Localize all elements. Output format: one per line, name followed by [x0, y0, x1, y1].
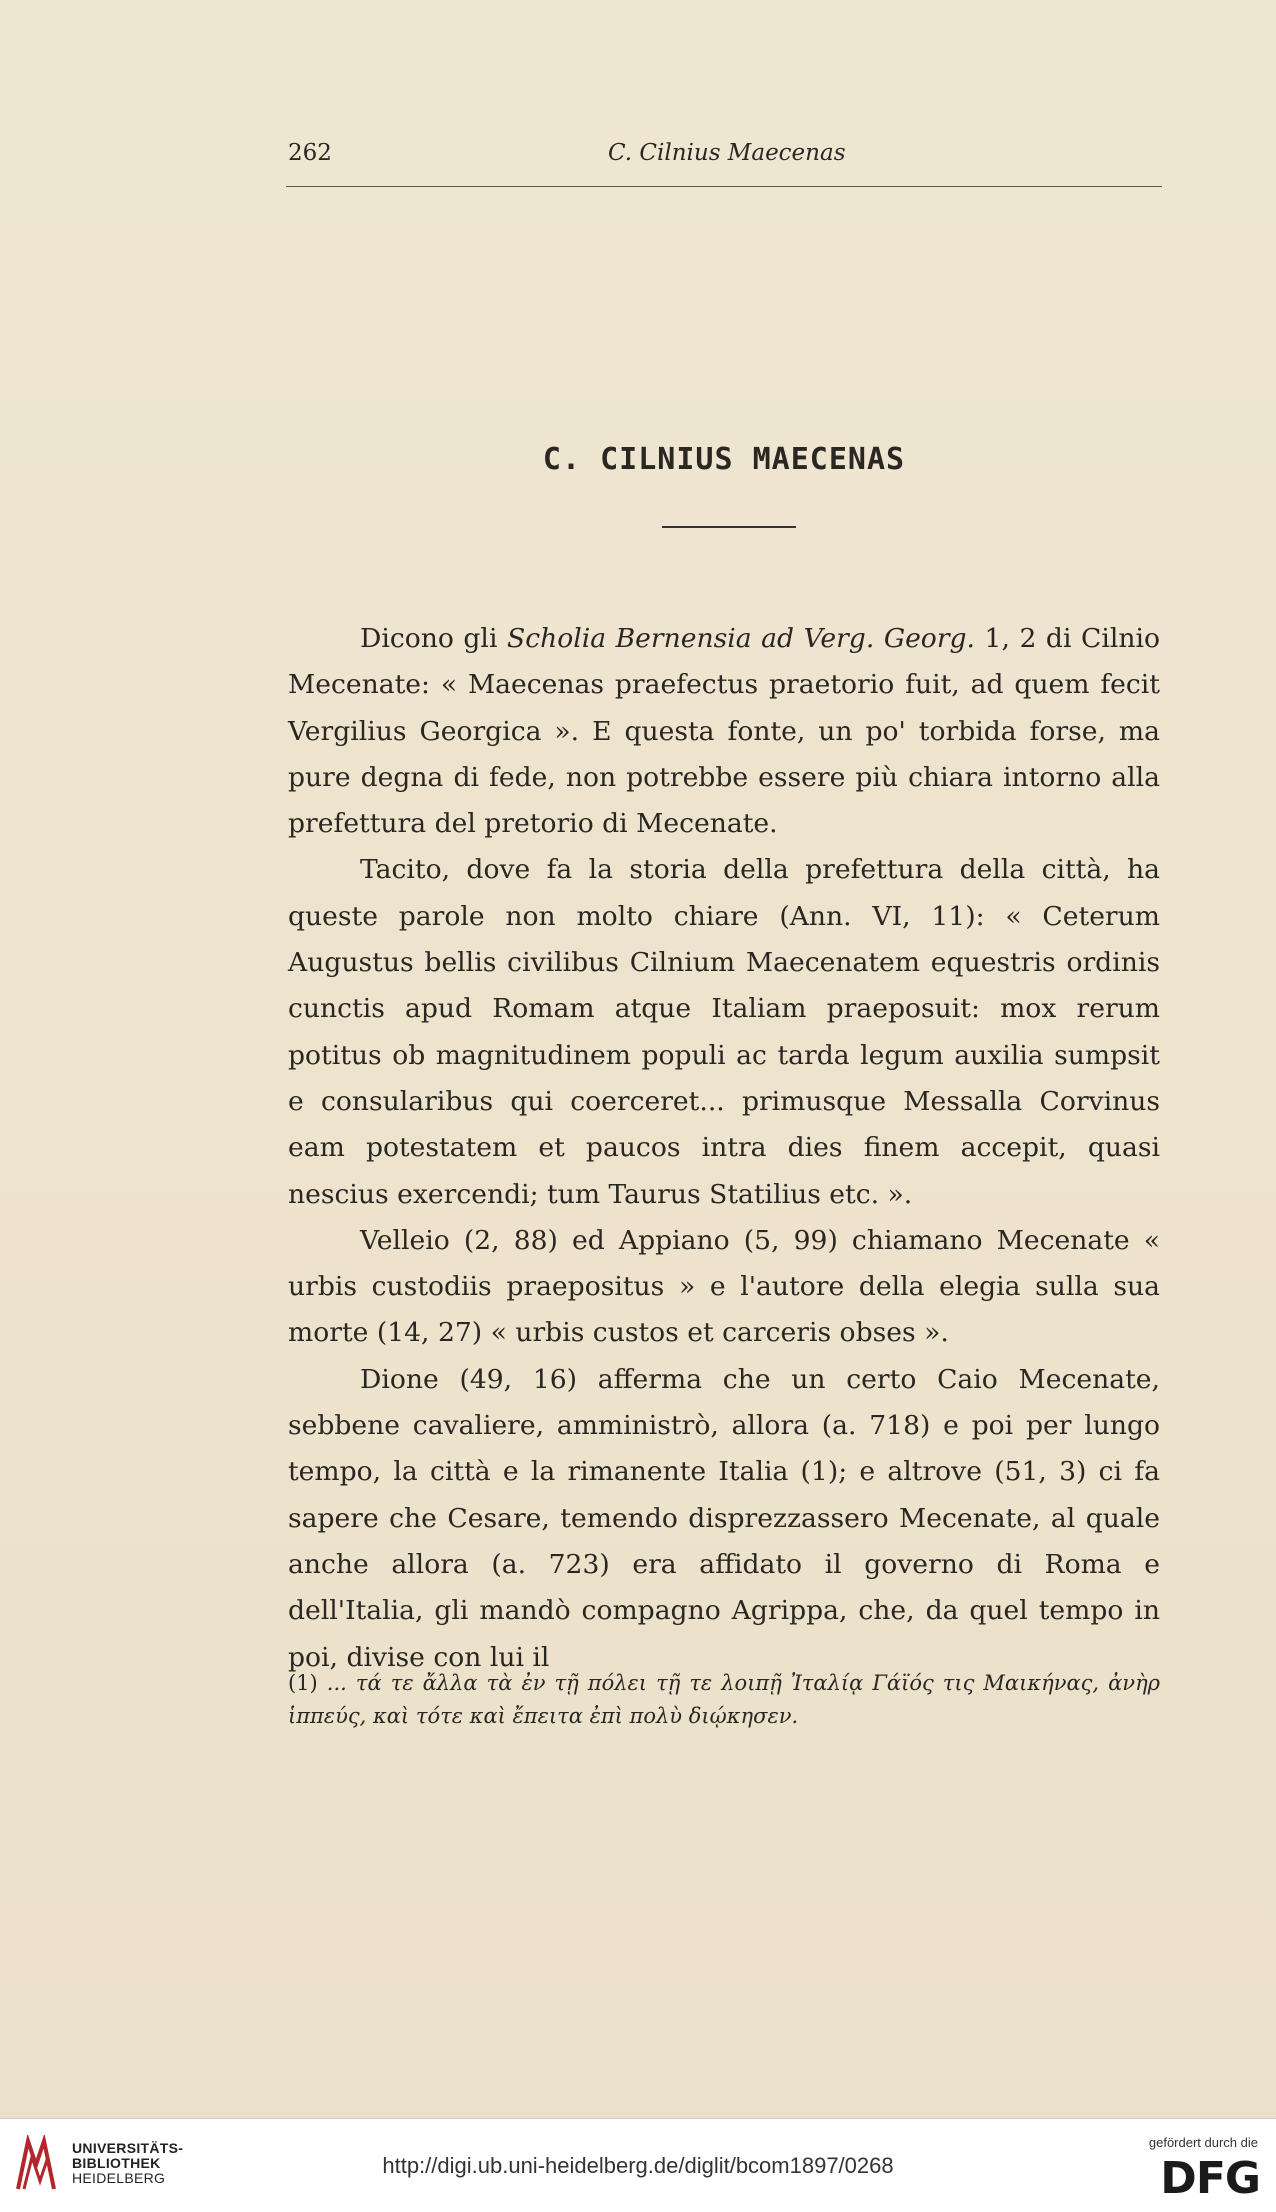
dfg-logo: DFG [1160, 2153, 1260, 2204]
header-rule [286, 186, 1162, 187]
citation-title: Scholia Bernensia ad Verg. Georg. [506, 623, 976, 654]
page-number: 262 [288, 140, 332, 166]
footer-bar [0, 2118, 1276, 2212]
paragraph-text: Dicono gli [360, 623, 507, 654]
paragraph: Velleio (2, 88) ed Appiano (5, 99) chiamano Mecenate « urbis custodiis praepositus » e l'autore della elegia sulla sua morte (14, 27) « urbis custos et carceris obses ». [288, 1224, 1160, 1349]
library-name-line: UNIVERSITÄTS- [72, 2140, 184, 2156]
chapter-title: C. CILNIUS MAECENAS [542, 442, 906, 477]
running-title: C. Cilnius Maecenas [608, 140, 846, 166]
library-name-line: HEIDELBERG [72, 2170, 166, 2186]
running-head [288, 140, 1160, 180]
footnote-marker: (1) [288, 1671, 318, 1695]
library-name-line: BIBLIOTHEK [72, 2155, 161, 2171]
paragraph [288, 616, 1160, 847]
permalink-url[interactable]: http://digi.ub.uni-heidelberg.de/diglit/bcom1897/0268 [382, 2153, 894, 2178]
paragraph: Tacito, dove fa la storia della prefettura della città, ha queste parole non molto chiare (Ann. VI, 11): « Ceterum Augustus bellis civilibus Cilnium Maecenatem equestris ordinis cunctis apud Romam atque Italiam praeposuit: mox rerum potitus ob magnitudinem populi ac tarda legum auxilia sumpsit e consularibus qui coerceret... primusque Messalla Corvinus eam potestatem et paucos intra dies finem accepit, quasi nescius exercendi; tum Taurus Statilius etc. ». [288, 854, 1160, 1210]
paragraph-text: 1, 2 di Cilnio Mecenate: « Maecenas praefectus praetorio fuit, ad quem fecit Vergilius Georgica ». E questa fonte, un po' torbida forse, ma pure degna di fede, non potrebbe essere più chiara intorno alla prefettura del pretorio di Mecenate. [288, 623, 1160, 840]
footnote-text: ... τά τε ἄλλα τὰ ἐν τῇ πόλει τῇ τε λοιπῇ Ἰταλίᾳ Γάϊός τις Μαικήνας, ἀνὴρ ἱππεύς, καὶ τότε καὶ ἔπειτα ἐπὶ πολὺ διῴκησεν. [288, 1671, 1160, 1728]
title-rule [662, 526, 796, 528]
sponsor-label: gefördert durch die [1148, 2135, 1258, 2150]
footnote [288, 1667, 1160, 1733]
body-text [288, 616, 1160, 1681]
paragraph: Dione (49, 16) afferma che un certo Caio Mecenate, sebbene cavaliere, amministrò, allora (a. 718) e poi per lungo tempo, la città e la rimanente Italia (1); e altrove (51, 3) ci fa sapere che Cesare, temendo disprezzassero Mecenate, al quale anche allora (a. 723) era affidato il governo di Roma e dell'Italia, gli mandò compagno Agrippa, che, da quel tempo in poi, divise con lui il [288, 1363, 1160, 1673]
